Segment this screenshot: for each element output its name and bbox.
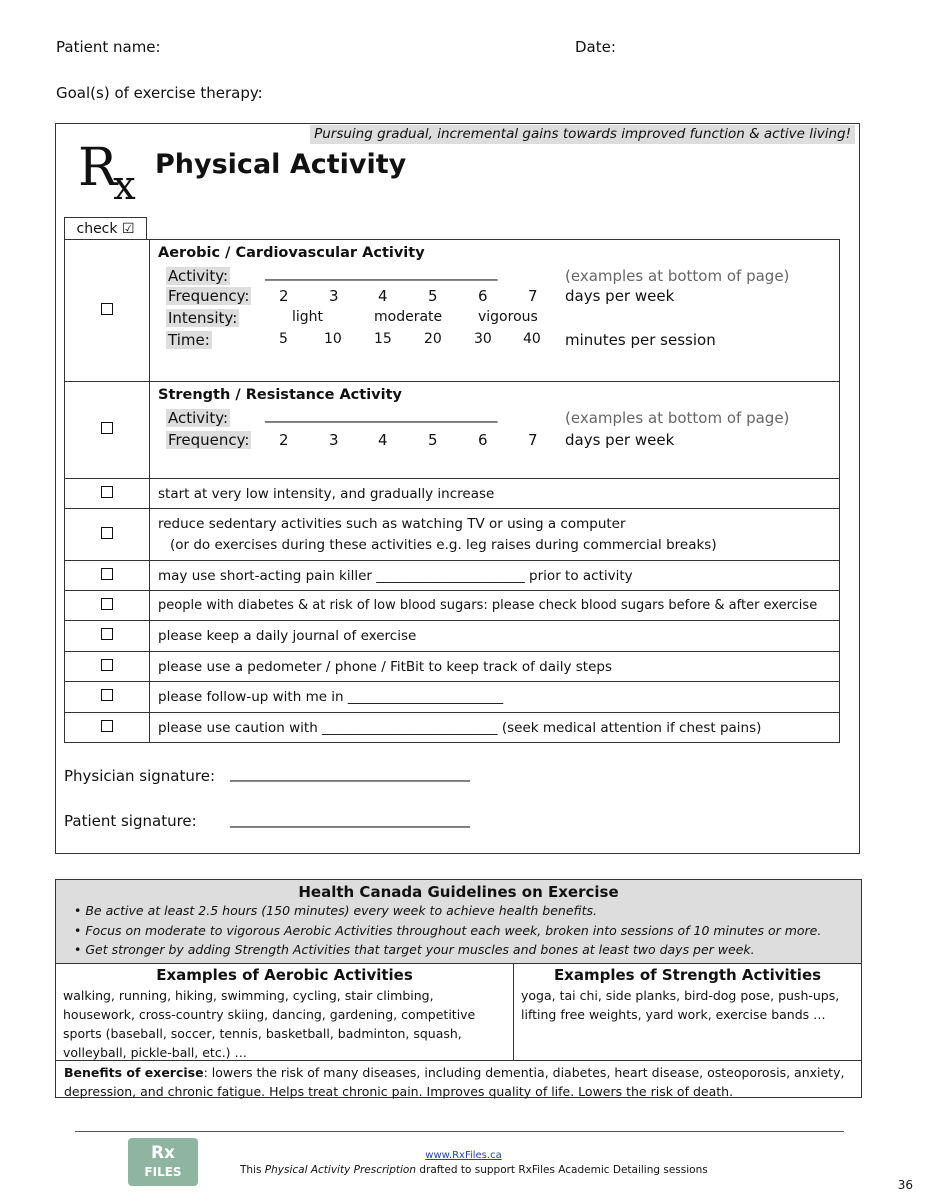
strength-activity-blank[interactable]: _______________________________ — [265, 405, 498, 423]
aerobic-frequency-label: Frequency: — [168, 287, 250, 305]
aerobic-freq-option[interactable]: 6 — [478, 287, 488, 305]
instruction-row — [65, 591, 840, 621]
aerobic-intensity-label: Intensity: — [168, 309, 238, 327]
instruction-text: reduce sedentary activities such as watching TV or using a computer — [158, 515, 626, 532]
footer-divider — [75, 1131, 844, 1132]
intensity-option[interactable]: light — [292, 309, 324, 325]
strength-frequency-unit: days per week — [565, 431, 675, 449]
instruction-checkbox[interactable] — [101, 720, 113, 732]
strength-freq-option[interactable]: 6 — [478, 431, 488, 449]
strength-freq-option[interactable]: 2 — [279, 431, 289, 449]
guideline-bullet: • Be active at least 2.5 hours (150 minutes) every week to achieve health benefits. — [74, 903, 597, 918]
instruction-checkbox[interactable] — [101, 659, 113, 671]
rx-symbol: $R_x$ — [78, 138, 132, 209]
aerobic-checkbox[interactable] — [101, 303, 113, 315]
physician-signature-label: Physician signature: — [64, 767, 216, 785]
goals-label: Goal(s) of exercise therapy: — [56, 84, 263, 102]
benefits-text: : lowers the risk of many diseases, including dementia, diabetes, heart disease, osteoporosis, anxiety, depression, and chronic fatigue. Helps treat chronic pain. Improves quality of life. Lowers the risk of death. — [64, 1065, 845, 1099]
aerobic-row — [65, 240, 840, 382]
instruction-row — [65, 621, 840, 652]
instruction-checkbox[interactable] — [101, 598, 113, 610]
instruction-checkbox[interactable] — [101, 628, 113, 640]
instruction-text: please use caution with __________________________ (seek medical attention if chest pains) — [150, 713, 840, 743]
date-label: Date: — [575, 38, 616, 56]
time-option[interactable]: 40 — [523, 331, 541, 347]
aerobic-activity-label: Activity: — [168, 267, 229, 285]
instruction-text: please use a pedometer / phone / FitBit to keep track of daily steps — [150, 652, 840, 682]
patient-signature-label: Patient signature: — [64, 812, 197, 830]
strength-frequency-label: Frequency: — [168, 431, 250, 449]
instruction-checkbox[interactable] — [101, 568, 113, 580]
strength-examples — [514, 964, 861, 1060]
time-option[interactable]: 5 — [279, 331, 288, 347]
instruction-row — [65, 561, 840, 591]
intensity-option[interactable]: moderate — [374, 309, 443, 325]
aerobic-freq-option[interactable]: 4 — [378, 287, 388, 305]
strength-title: Strength / Resistance Activity — [158, 387, 402, 403]
instruction-row — [65, 479, 840, 509]
check-header: check ☑ — [64, 217, 147, 239]
instruction-row — [65, 652, 840, 682]
instruction-text: may use short-acting pain killer ______________________ prior to activity — [150, 561, 840, 591]
aerobic-activity-note: (examples at bottom of page) — [565, 267, 790, 285]
aerobic-title: Aerobic / Cardiovascular Activity — [158, 245, 425, 261]
patient-name-label: Patient name: — [56, 38, 161, 56]
aerobic-freq-option[interactable]: 7 — [528, 287, 538, 305]
strength-examples-text: yoga, tai chi, side planks, bird-dog pose, push-ups, lifting free weights, yard work, exercise bands … — [521, 988, 840, 1022]
instruction-checkbox[interactable] — [101, 689, 113, 701]
aerobic-activity-blank[interactable]: _______________________________ — [265, 263, 498, 281]
intensity-option[interactable]: vigorous — [478, 309, 538, 325]
patient-signature-field[interactable]: ________________________________ — [230, 810, 470, 828]
strength-activity-label: Activity: — [168, 409, 229, 427]
prescription-table — [64, 239, 840, 743]
aerobic-freq-option[interactable]: 3 — [329, 287, 339, 305]
strength-activity-note: (examples at bottom of page) — [565, 409, 790, 427]
guideline-bullet: • Focus on moderate to vigorous Aerobic Activities throughout each week, broken into sessions of 10 minutes or more. — [74, 922, 822, 938]
instruction-row — [65, 509, 840, 561]
aerobic-time-label: Time: — [168, 331, 210, 349]
strength-freq-option[interactable]: 4 — [378, 431, 388, 449]
strength-freq-option[interactable]: 7 — [528, 431, 538, 449]
time-option[interactable]: 20 — [424, 331, 442, 347]
instruction-row — [65, 682, 840, 713]
aerobic-examples — [56, 964, 514, 1060]
strength-checkbox[interactable] — [101, 422, 113, 434]
aerobic-freq-option[interactable]: 5 — [428, 287, 438, 305]
instruction-checkbox[interactable] — [101, 527, 113, 539]
time-option[interactable]: 30 — [474, 331, 492, 347]
aerobic-frequency-unit: days per week — [565, 287, 675, 305]
instruction-row — [65, 713, 840, 743]
aerobic-examples-text: walking, running, hiking, swimming, cycling, stair climbing, housework, cross-country skiing, dancing, gardening, competitive sports (baseball, soccer, tennis, basketball, badminton, squash, volleyball, pickle-ball, etc.) … — [63, 988, 476, 1060]
aerobic-freq-option[interactable]: 2 — [279, 287, 289, 305]
instruction-subtext: (or do exercises during these activities e.g. leg raises during commercial breaks) — [170, 536, 717, 553]
instruction-text: please follow-up with me in _______________________ — [150, 682, 840, 713]
aerobic-time-unit: minutes per session — [565, 331, 716, 349]
guidelines-title: Health Canada Guidelines on Exercise — [298, 883, 619, 901]
time-option[interactable]: 10 — [324, 331, 342, 347]
instruction-text: start at very low intensity, and gradually increase — [150, 479, 840, 509]
guidelines-box — [55, 879, 862, 1098]
benefits-label: Benefits of exercise — [64, 1065, 204, 1080]
time-option[interactable]: 15 — [374, 331, 392, 347]
strength-row — [65, 382, 840, 479]
page-title: Physical Activity — [155, 149, 407, 180]
strength-examples-title: Examples of Strength Activities — [553, 966, 822, 984]
guideline-bullet: • Get stronger by adding Strength Activities that target your muscles and bones at least two days per week. — [74, 942, 755, 957]
instruction-text: please keep a daily journal of exercise — [150, 621, 840, 652]
strength-freq-option[interactable]: 5 — [428, 431, 438, 449]
instruction-checkbox[interactable] — [101, 486, 113, 498]
physician-signature-field[interactable]: ________________________________ — [230, 764, 470, 782]
rxfiles-logo: Rx FILES — [128, 1138, 198, 1186]
page-number: 36 — [897, 1178, 913, 1192]
tagline: Pursuing gradual, incremental gains towards improved function & active living! — [310, 125, 855, 144]
aerobic-examples-title: Examples of Aerobic Activities — [156, 966, 413, 984]
rxfiles-link[interactable]: www.RxFiles.ca — [425, 1150, 502, 1161]
benefits — [56, 1060, 861, 1103]
instruction-text: people with diabetes & at risk of low blood sugars: please check blood sugars before & after exercise — [150, 591, 840, 621]
footer-text: This Physical Activity Prescription drafted to support RxFiles Academic Detailing sessions — [240, 1164, 708, 1176]
strength-freq-option[interactable]: 3 — [329, 431, 339, 449]
